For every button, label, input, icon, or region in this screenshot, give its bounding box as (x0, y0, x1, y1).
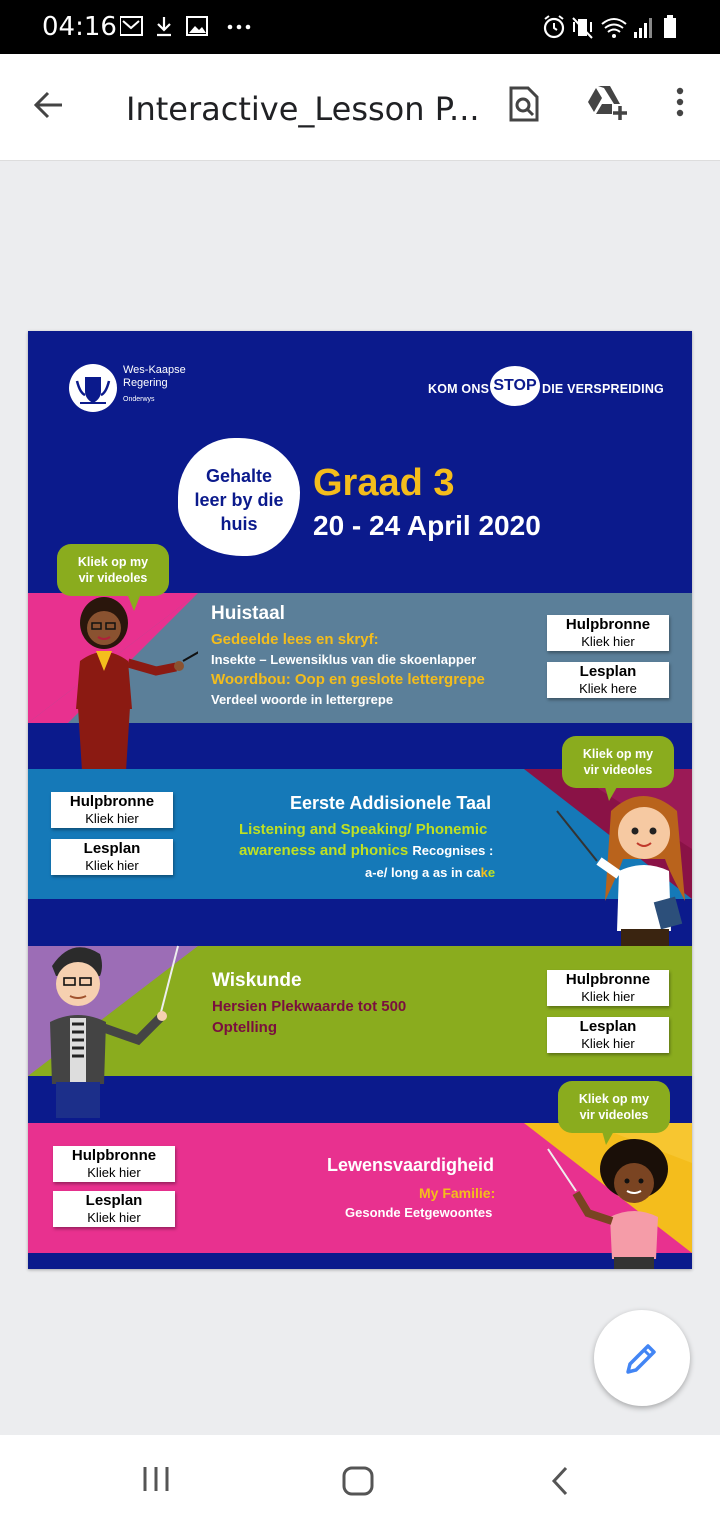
huistaal-line1: Gedeelde lees en skryf: (211, 631, 379, 648)
more-dots-icon (228, 25, 251, 30)
edit-pencil-icon (624, 1340, 660, 1376)
document-page (28, 331, 692, 1269)
gallery-icon (187, 17, 207, 35)
status-system-icons (542, 14, 682, 42)
teacher-huistaal-illustration[interactable] (58, 571, 198, 771)
status-bar (0, 0, 720, 54)
eat-line2-rest: Recognises : (412, 843, 494, 858)
tagline-line2: leer by die (194, 490, 284, 510)
western-cape-crest-icon (68, 363, 118, 413)
button-subtitle: Kliek hier (87, 1210, 141, 1225)
signal-icon (634, 18, 652, 38)
tagline-line3: huis (220, 514, 258, 534)
back-icon[interactable] (546, 1465, 574, 1497)
teacher-wiskunde-illustration[interactable] (38, 936, 188, 1121)
campaign-text-before: KOM ONS (428, 382, 490, 396)
find-in-document-icon[interactable] (508, 86, 540, 122)
eat-line3 (365, 865, 495, 880)
eat-hulpbronne-button[interactable] (51, 792, 173, 828)
battery-icon (664, 15, 676, 38)
button-subtitle: Kliek hier (87, 1165, 141, 1180)
button-subtitle: Kliek hier (85, 811, 139, 826)
button-subtitle: Kliek hier (581, 1036, 635, 1051)
button-subtitle: Kliek hier (581, 634, 635, 649)
logo-text-line1: Wes-Kaapse (123, 364, 186, 376)
lewens-line1: My Familie: (419, 1185, 496, 1201)
huistaal-line2: Insekte – Lewensiklus van die skoenlapper (211, 652, 477, 667)
teacher-eat-illustration[interactable] (553, 771, 692, 951)
edit-fab-button[interactable] (594, 1310, 690, 1406)
wiskunde-hulpbronne-button[interactable] (547, 970, 669, 1006)
lewens-hulpbronne-button[interactable] (53, 1146, 175, 1182)
button-title: Hulpbronne (69, 793, 155, 810)
bubble-line2: vir videoles (78, 571, 148, 585)
button-subtitle: Kliek hier (581, 989, 635, 1004)
app-bar (0, 54, 720, 161)
huistaal-hulpbronne-button[interactable] (547, 615, 669, 651)
button-subtitle: Kliek hier (85, 858, 139, 873)
button-subtitle: Kliek here (579, 681, 637, 696)
wiskunde-line2: Optelling (212, 1019, 277, 1036)
button-title: Lesplan (579, 663, 637, 680)
bubble-line1: Kliek op my (582, 747, 654, 761)
recent-apps-icon[interactable] (140, 1465, 172, 1493)
tagline (178, 464, 300, 536)
logo-text-line3: Onderwys (123, 396, 155, 403)
button-title: Hulpbronne (565, 971, 651, 988)
campaign-text-after: DIE VERSPREIDING (542, 382, 664, 396)
bubble-line2: vir videoles (579, 1108, 649, 1122)
logo-text-line2: Regering (123, 377, 168, 389)
system-nav-bar (0, 1435, 720, 1520)
date-range: 20 - 24 April 2020 (313, 510, 541, 541)
button-title: Hulpbronne (565, 616, 651, 633)
button-title: Lesplan (83, 840, 141, 857)
vibrate-icon (573, 18, 592, 38)
subject-title-wiskunde: Wiskunde (212, 970, 302, 991)
lewens-lesplan-button[interactable] (53, 1191, 175, 1227)
eat-line1: Listening and Speaking/ Phonemic (239, 821, 488, 838)
document-title: Interactive_Lesson P... (126, 90, 480, 128)
bubble-line1: Kliek op my (578, 1092, 650, 1106)
back-arrow-icon[interactable] (32, 88, 66, 122)
button-title: Hulpbronne (71, 1147, 157, 1164)
wifi-icon (602, 19, 626, 38)
eat-line2 (239, 842, 493, 859)
grade-heading: Graad 3 (313, 462, 455, 504)
eat-line3-main: a-e/ long a as in ca (365, 865, 481, 880)
lewens-line2: Gesonde Eetgewoontes (345, 1205, 493, 1220)
status-time: 04:16 (42, 12, 117, 42)
wiskunde-lesplan-button[interactable] (547, 1017, 669, 1053)
add-to-drive-icon[interactable] (586, 84, 628, 122)
teacher-lewens-illustration[interactable] (538, 1121, 692, 1269)
gmail-icon (120, 17, 142, 35)
download-icon (157, 17, 171, 35)
huistaal-lesplan-button[interactable] (547, 662, 669, 698)
eat-lesplan-button[interactable] (51, 839, 173, 875)
eat-line3-k: k (480, 865, 488, 880)
button-title: Lesplan (579, 1018, 637, 1035)
bubble-line1: Kliek op my (77, 555, 149, 569)
wiskunde-line1: Hersien Plekwaarde tot 500 (212, 998, 407, 1015)
bubble-line2: vir videoles (583, 763, 653, 777)
huistaal-line3: Woordbou: Oop en geslote lettergrepe (211, 671, 485, 688)
huistaal-line4: Verdeel woorde in lettergrepe (211, 692, 394, 707)
home-icon[interactable] (340, 1465, 376, 1497)
alarm-icon (545, 16, 563, 37)
more-vert-icon[interactable] (670, 86, 690, 120)
eat-line2-highlight: awareness and phonics (239, 842, 409, 859)
button-title: Lesplan (85, 1192, 143, 1209)
stop-badge: STOP (490, 366, 540, 406)
tagline-line1: Gehalte (205, 466, 273, 486)
subject-title-lewens: Lewensvaardigheid (327, 1155, 495, 1175)
eat-line3-e: e (487, 865, 496, 880)
subject-title-huistaal: Huistaal (211, 603, 285, 624)
status-notification-icons (120, 15, 260, 41)
subject-title-eat: Eerste Addisionele Taal (290, 793, 492, 813)
